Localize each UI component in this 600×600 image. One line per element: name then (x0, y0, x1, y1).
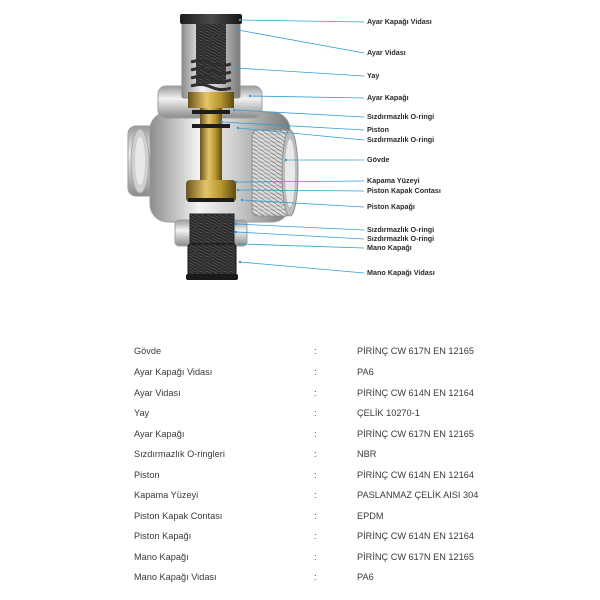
separator: : (314, 388, 317, 398)
callout-label: Yay (367, 71, 380, 80)
part-name: Piston Kapağı (134, 531, 192, 541)
part-name: Sızdırmazlık O-ringleri (134, 449, 225, 459)
separator: : (314, 490, 317, 500)
callout-label: Sızdırmazlık O-ringi (367, 225, 435, 234)
callout-label: Piston Kapak Contası (367, 186, 441, 195)
table-row (0, 531, 600, 547)
table-row (0, 388, 600, 404)
part-name: Piston Kapak Contası (134, 511, 223, 521)
separator: : (314, 346, 317, 356)
separator: : (314, 511, 317, 521)
separator: : (314, 552, 317, 562)
material-value: PA6 (357, 367, 374, 377)
material-value: PASLANMAZ ÇELİK AISI 304 (357, 490, 479, 500)
material-value: PİRİNÇ CW 614N EN 12164 (357, 470, 474, 480)
table-row (0, 367, 600, 383)
callout-label: Sızdırmazlık O-ringi (367, 112, 435, 121)
table-row (0, 490, 600, 506)
callout-label: Piston (367, 125, 389, 134)
material-value: NBR (357, 449, 377, 459)
material-value: PİRİNÇ CW 614N EN 12164 (357, 531, 474, 541)
part-name: Mano Kapağı (134, 552, 189, 562)
callout-label: Kapama Yüzeyi (367, 176, 420, 185)
separator: : (314, 572, 317, 582)
callout-label: Ayar Vidası (367, 48, 406, 57)
part-name: Ayar Kapağı (134, 429, 185, 439)
material-value: PİRİNÇ CW 617N EN 12165 (357, 346, 474, 356)
table-row (0, 346, 600, 362)
callout-label: Mano Kapağı Vidası (367, 268, 435, 277)
part-name: Mano Kapağı Vidası (134, 572, 217, 582)
table-row (0, 511, 600, 527)
table-row (0, 572, 600, 588)
table-row (0, 449, 600, 465)
table-row (0, 408, 600, 424)
part-name: Ayar Kapağı Vidası (134, 367, 213, 377)
callout-label: Gövde (367, 155, 390, 164)
separator: : (314, 367, 317, 377)
material-value: PİRİNÇ CW 614N EN 12164 (357, 388, 474, 398)
part-name: Piston (134, 470, 160, 480)
separator: : (314, 531, 317, 541)
callout-label: Sızdırmazlık O-ringi (367, 135, 435, 144)
separator: : (314, 470, 317, 480)
separator: : (314, 449, 317, 459)
part-name: Gövde (134, 346, 162, 356)
callout-label: Piston Kapağı (367, 202, 415, 211)
callout-label: Sızdırmazlık O-ringi (367, 234, 435, 243)
table-row (0, 552, 600, 568)
material-value: PİRİNÇ CW 617N EN 12165 (357, 552, 474, 562)
table-row (0, 470, 600, 486)
part-name: Kapama Yüzeyi (134, 490, 199, 500)
separator: : (314, 408, 317, 418)
material-value: ÇELİK 10270-1 (357, 408, 420, 418)
part-name: Yay (134, 408, 150, 418)
material-value: PİRİNÇ CW 617N EN 12165 (357, 429, 474, 439)
part-name: Ayar Vidası (134, 388, 181, 398)
table-row (0, 429, 600, 445)
material-value: PA6 (357, 572, 374, 582)
separator: : (314, 429, 317, 439)
callout-label: Ayar Kapağı Vidası (367, 17, 432, 26)
material-value: EPDM (357, 511, 384, 521)
callout-label: Ayar Kapağı (367, 93, 409, 102)
callout-label: Mano Kapağı (367, 243, 412, 252)
